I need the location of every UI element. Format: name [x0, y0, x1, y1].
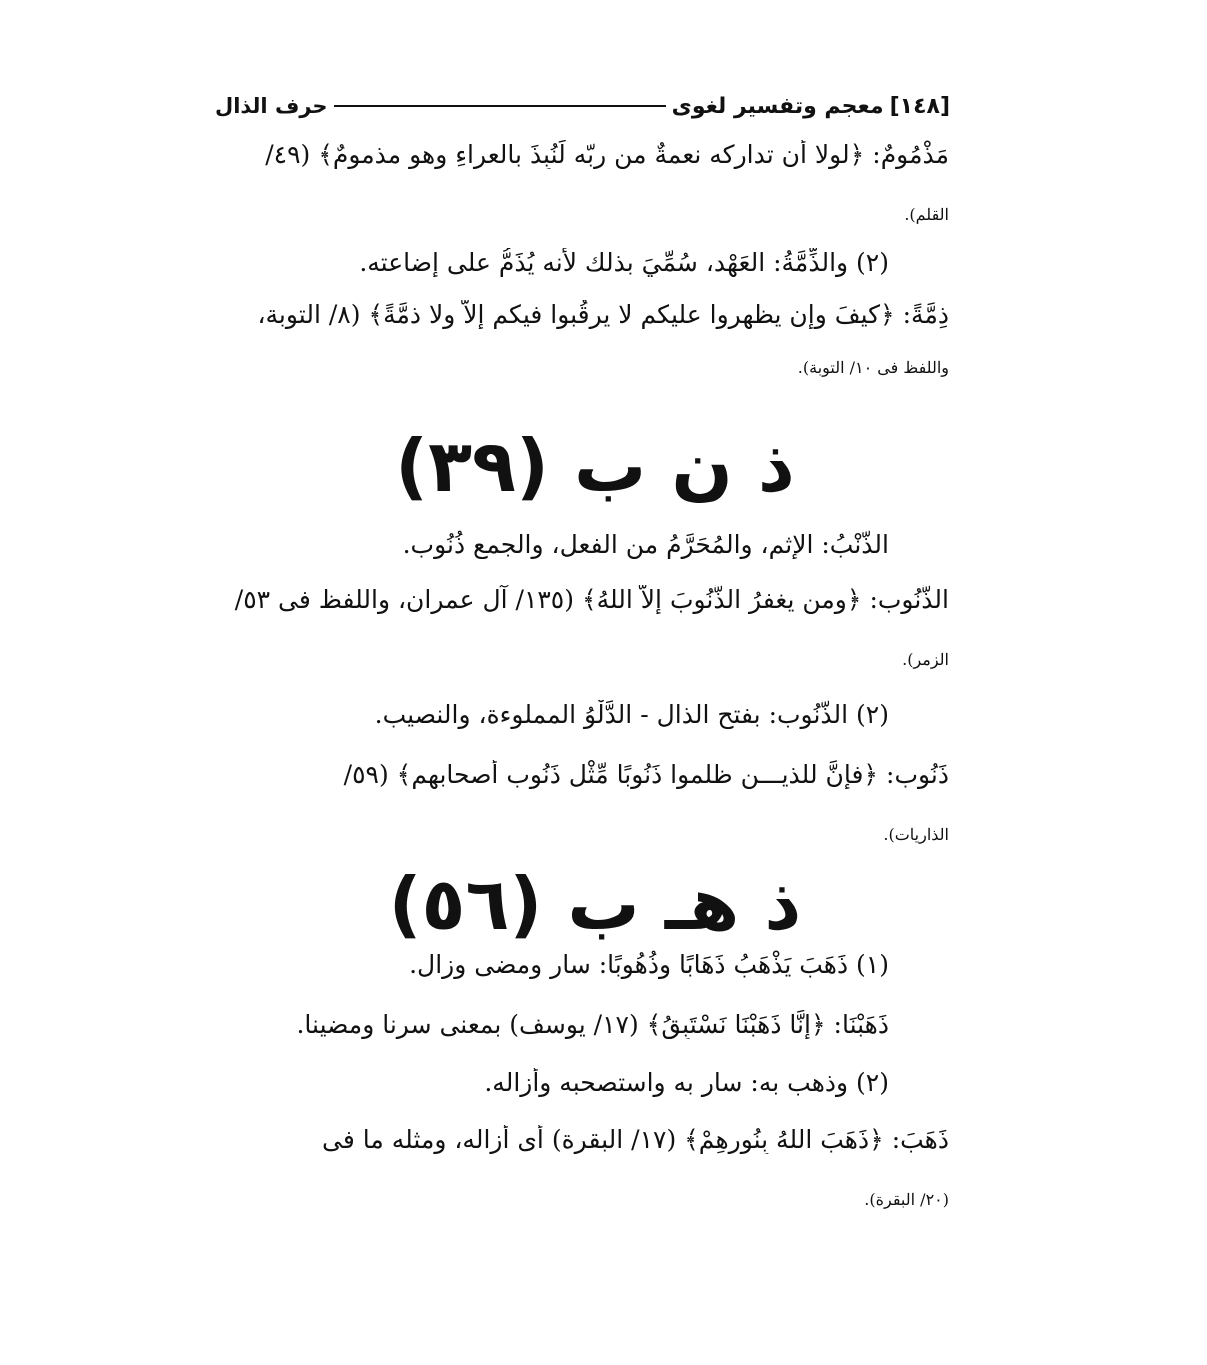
- root-heading-dhnb: ذ ن ب (٣٩): [395, 424, 795, 508]
- header-rule: [334, 105, 666, 107]
- section-title: حرف الذال: [215, 94, 328, 118]
- entry-dhahaba-quote-line2: (٢٠/ البقرة).: [864, 1190, 949, 1209]
- entry-dhimma-definition: (٢) والذِّمَّةُ: العَهْد، سُمِّيَ بذلك لأنه يُذَمُّ على إضاعته.: [359, 248, 889, 277]
- entry-dhahab-definition-1: (١) ذَهَبَ يَذْهَبُ ذَهَابًا وذُهُوبًا: سار ومضى وزال.: [409, 950, 889, 979]
- entry-dhimma-quote-line1: ذِمَّةً: ﴿كيفَ وإن يظهروا عليكم لا يرقُبوا فيكم إلاًّ ولا ذمَّةً﴾ (٨/ التوبة،: [257, 300, 949, 329]
- entry-dhanub-definition: (٢) الذَّنُوب: بفتح الذال - الدَّلْوُ المملوءة، والنصيب.: [374, 700, 889, 729]
- entry-dhunub-quote-line2: الزمر).: [902, 650, 949, 669]
- entry-dhanub-quote-line1: ذَنُوب: ﴿فإنَّ للذيـــن ظلموا ذَنُوبًا مِّثْل ذَنُوب أصحابهم﴾ (٥٩/: [343, 760, 949, 789]
- entry-dhahaba-quote-line1: ذَهَبَ: ﴿ذَهَبَ اللهُ بِنُورِهِمْ﴾ (١٧/ البقرة) أى أزاله، ومثله ما فى: [322, 1125, 949, 1154]
- entry-madhmum-line2: القلم).: [904, 205, 949, 224]
- entry-dhanb-definition: الذَّنْبُ: الإثم، والمُحَرَّمُ من الفعل، والجمع ذُنُوب.: [402, 530, 889, 559]
- entry-dhunub-quote-line1: الذُّنُوب: ﴿ومن يغفرُ الذُّنُوبَ إلاَّ اللهُ﴾ (١٣٥/ آل عمران، واللفظ فى ٥٣/: [234, 585, 949, 614]
- entry-dhahab-definition-2: (٢) وذهب به: سار به واستصحبه وأزاله.: [484, 1068, 889, 1097]
- page-number: [١٤٨]: [889, 93, 950, 119]
- running-header: [215, 86, 950, 126]
- book-title: معجم وتفسير لغوى: [671, 93, 884, 119]
- entry-dhimma-quote-line2: واللفظ فى ١٠/ التوبة).: [797, 358, 949, 377]
- entry-dhanub-quote-line2: الذاريات).: [883, 825, 949, 844]
- entry-madhmum-line1: مَذْمُومٌ: ﴿لولا أن تداركه نعمةٌ من ربّه لَنُبِذَ بالعراءِ وهو مذمومٌ﴾ (٤٩/: [265, 140, 949, 169]
- root-heading-dhhb: ذ هـ ب (٥٦): [388, 862, 802, 946]
- entry-dhahabna-quote: ذَهَبْنَا: ﴿إنَّا ذَهَبْنَا نَسْتَبِقُ﴾ (١٧/ يوسف) بمعنى سرنا ومضينا.: [296, 1010, 889, 1039]
